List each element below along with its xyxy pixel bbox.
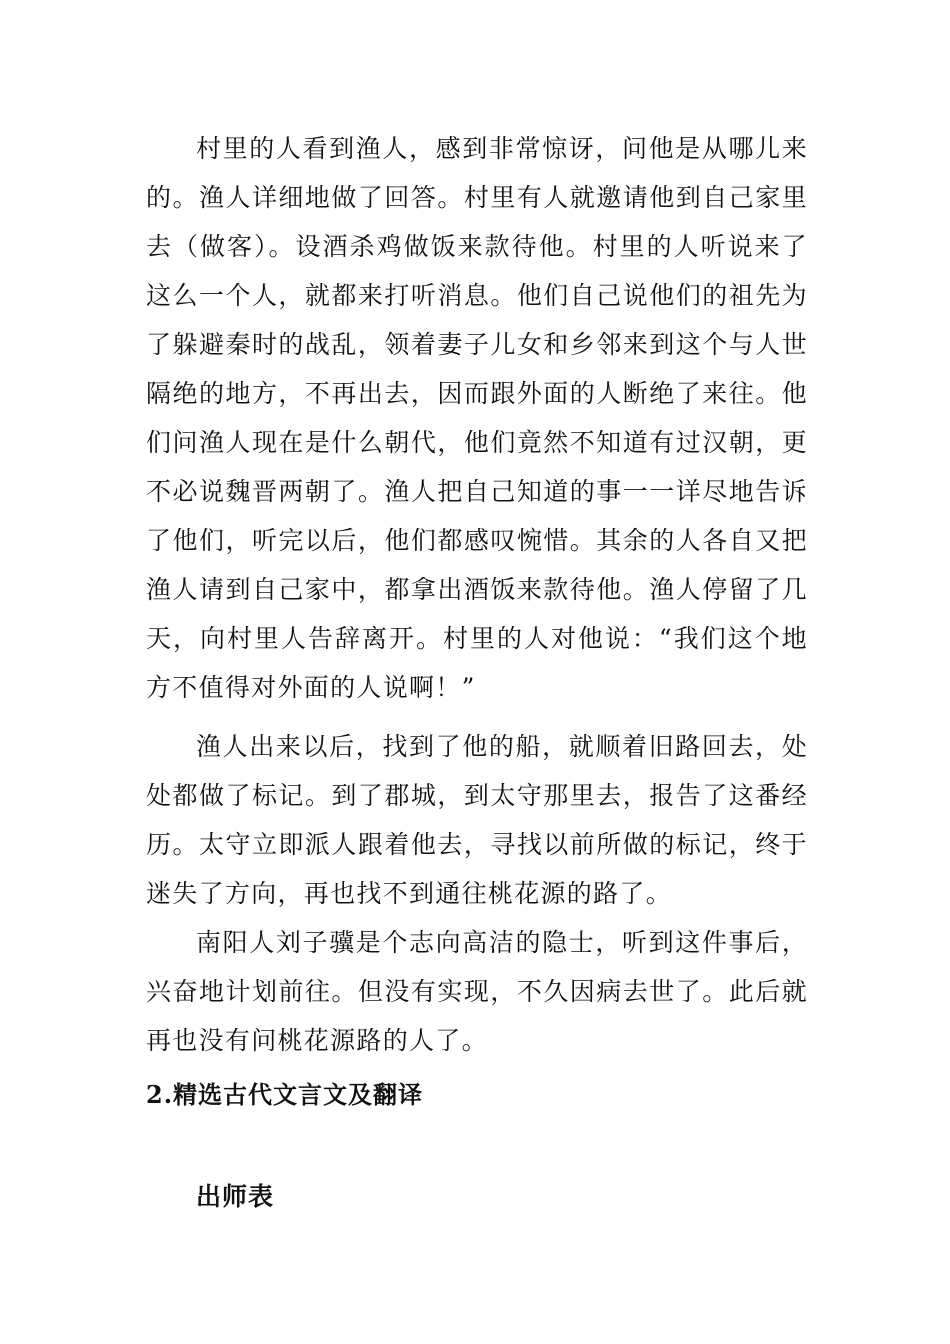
translation-paragraph-villagers (146, 124, 808, 712)
translation-paragraph-return (146, 722, 808, 918)
translation-paragraph-liu-ziji (146, 918, 808, 1065)
paragraph-text: 渔人出来以后，找到了他的船，就顺着旧路回去，处处都做了标记。到了郡城，到太守那里去，报告了这番经历。太守立即派人跟着他去，寻找以前所做的标记，终于迷失了方向，再也找不到通往桃花源的路了。 (146, 732, 808, 908)
paragraph-text: 南阳人刘子骥是个志向高洁的隐士，听到这件事后，兴奋地计划前往。但没有实现，不久因病去世了。此后就再也没有问桃花源路的人了。 (146, 928, 808, 1055)
paragraph-text: 村里的人看到渔人，感到非常惊讶，问他是从哪儿来的。渔人详细地做了回答。村里有人就邀请他到自己家里去（做客）。设酒杀鸡做饭来款待他。村里的人听说来了这么一个人，就都来打听消息。他们自己说他们的祖先为了躲避秦时的战乱，领着妻子儿女和乡邻来到这个与人世隔绝的地方，不再出去，因而跟外面的人断绝了来往。他们问渔人现在是什么朝代，他们竟然不知道有过汉朝，更不必说魏晋两朝了。渔人把自己知道的事一一详尽地告诉了他们，听完以后，他们都感叹惋惜。其余的人各自又把渔人请到自己家中，都拿出酒饭来款待他。渔人停留了几天，向村里人告辞离开。村里的人对他说：“我们这个地方不值得对外面的人说啊！” (146, 134, 808, 702)
essay-title: 出师表 (196, 1182, 275, 1211)
section-heading: 2.精选古代文言文及翻译 (146, 1080, 424, 1109)
